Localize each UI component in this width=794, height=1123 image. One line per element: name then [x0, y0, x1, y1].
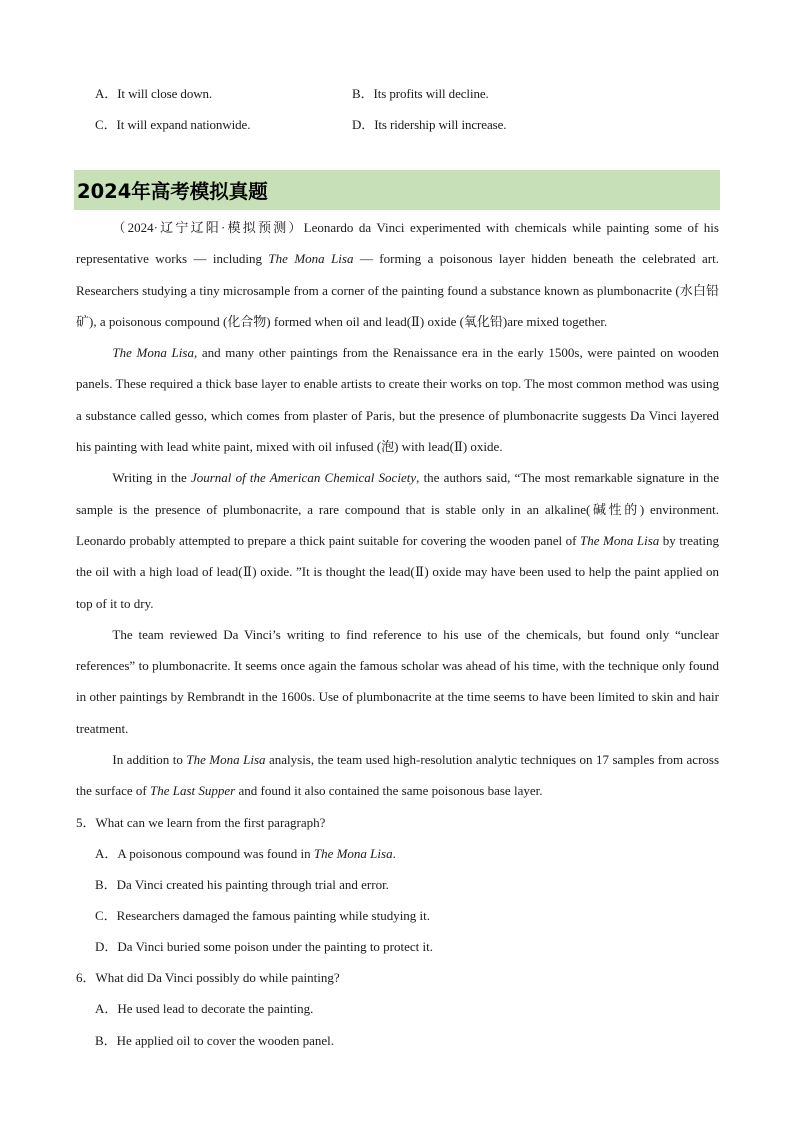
question-5-option-d: D．Da Vinci buried some poison under the painting to protect it.	[95, 939, 433, 954]
prev-option-c: C．It will expand nationwide.	[95, 117, 251, 132]
question-5-stem: 5．What can we learn from the first paragraph?	[76, 815, 326, 830]
passage-paragraph-2: The Mona Lisa, and many other paintings from the Renaissance era in the early 1500s, were painted on wooden panels. These required a thick base layer to enable artists to create their works on top. The most common method was using a substance called gesso, which comes from plaster of Paris, but the presence of plumbonacrite suggests Da Vinci layered his painting with lead white paint, mixed with oil infused (泡) with lead(Ⅱ) oxide.	[76, 345, 720, 455]
prev-option-b: B．Its profits will decline.	[352, 86, 489, 101]
section-heading-bar	[74, 170, 720, 210]
prev-option-d: D．Its ridership will increase.	[352, 117, 507, 132]
question-6-stem: 6．What did Da Vinci possibly do while painting?	[76, 970, 340, 985]
question-5-option-a: A．A poisonous compound was found in The Mona Lisa.	[95, 846, 396, 861]
passage-paragraph-5: In addition to The Mona Lisa analysis, the team used high-resolution analytic techniques on 17 samples from across the surface of The Last Supper and found it also contained the same poisonous base layer.	[76, 752, 720, 799]
passage-paragraph-3: Writing in the Journal of the American Chemical Society, the authors said, “The most remarkable signature in the sample is the presence of plumbonacrite, a rare compound that is stable only in an alkaline(碱性的) environment. Leonardo probably attempted to prepare a thick paint suitable for covering the wooden panel of The Mona Lisa by treating the oil with a high load of lead(Ⅱ) oxide. ”It is thought the lead(Ⅱ) oxide may have been used to help the paint applied on top of it to dry.	[76, 470, 719, 611]
passage-source: （2024·辽宁辽阳·模拟预测）	[112, 220, 304, 235]
question-5-option-c: C．Researchers damaged the famous painting while studying it.	[95, 908, 431, 923]
reading-passage	[76, 212, 719, 807]
question-6-option-b: B．He applied oil to cover the wooden panel.	[95, 1033, 334, 1048]
section-title: 2024年高考模拟真题	[77, 180, 268, 203]
passage-paragraph-1: （2024·辽宁辽阳·模拟预测）Leonardo da Vinci experimented with chemicals while painting some of his representative works — including The Mona Lisa — forming a poisonous layer hidden beneath the celebrated art. Researchers studying a tiny microsample from a corner of the painting found a substance known as plumbonacrite (水白铅矿), a poisonous compound (化合物) formed when oil and lead(Ⅱ) oxide (氧化铅)are mixed together.	[76, 220, 719, 329]
prev-option-a: A．It will close down.	[95, 86, 213, 101]
passage-paragraph-4: The team reviewed Da Vinci’s writing to find reference to his use of the chemicals, but found only “unclear references” to plumbonacrite. It seems once again the famous scholar was ahead of his time, with the technique only found in other paintings by Rembrandt in the 1600s. Use of plumbonacrite at the time seems to have been limited to skin and hair treatment.	[76, 626, 719, 736]
question-5-option-b: B．Da Vinci created his painting through trial and error.	[95, 877, 389, 892]
question-6-option-a: A．He used lead to decorate the painting.	[95, 1001, 314, 1016]
